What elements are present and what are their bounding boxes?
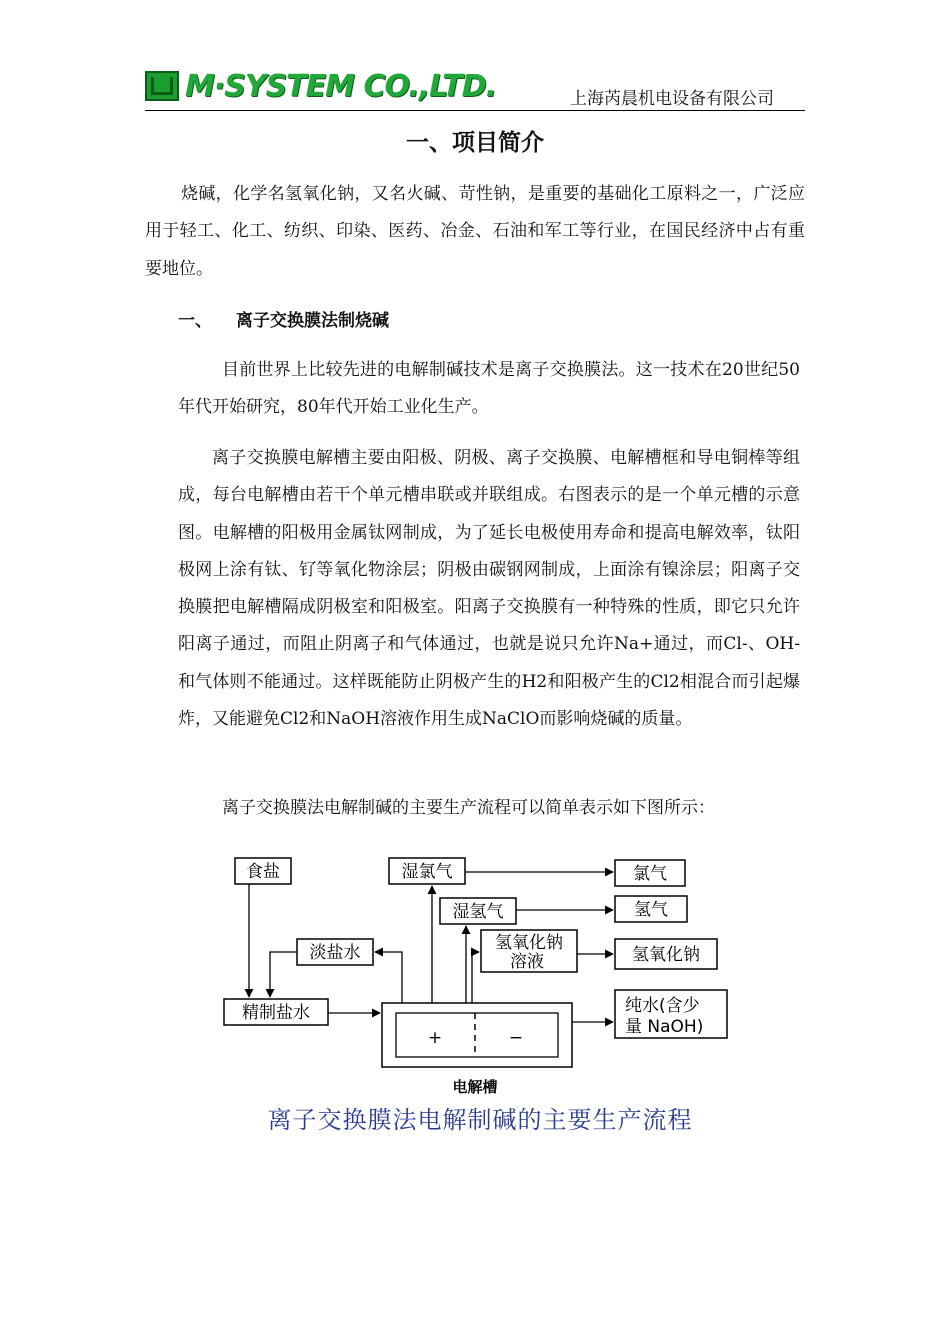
pure-water-label-2: 量 NaOH)	[625, 1017, 704, 1037]
refined-brine-label: 精制盐水	[242, 1003, 310, 1023]
body-paragraph-1: 目前世界上比较先进的电解制碱技术是离子交换膜法。这一技术在20世纪50年代开始研究，80年代开始工业化生产。	[178, 360, 800, 418]
company-name: 上海芮晨机电设备有限公司	[570, 89, 774, 109]
electrolytic-cell-inner	[396, 1013, 558, 1057]
naoh-solution-label-2: 溶液	[510, 952, 544, 972]
dilute-brine-label: 淡盐水	[309, 943, 361, 963]
header-rule	[145, 110, 805, 111]
naoh-solution-label-1: 氢氧化钠	[495, 933, 563, 953]
arrow-cell-to-dilute	[375, 952, 402, 1003]
intro-paragraph: 烧碱，化学名氢氧化钠，又名火碱、苛性钠，是重要的基础化工原料之一，广泛应用于轻工、化工、纺织、印染、医药、冶金、石油和军工等行业，在国民经济中占有重要地位。	[145, 184, 805, 279]
pure-water-label-1: 纯水(含少	[625, 996, 700, 1016]
diagram-caption: 离子交换膜法电解制碱的主要生产流程	[267, 1106, 693, 1134]
arrow-dilute-to-brine	[270, 952, 297, 997]
cell-label: 电解槽	[452, 1078, 498, 1096]
wet-chlorine-label: 湿氯气	[401, 862, 453, 882]
page-title: 一、项目简介	[406, 130, 544, 156]
section-title: 离子交换膜法制烧碱	[236, 311, 389, 331]
anode-plus-sign: +	[427, 1028, 443, 1048]
hydrogen-label: 氢气	[634, 900, 668, 920]
section-heading	[178, 306, 389, 331]
body-paragraph-2: 离子交换膜电解槽主要由阳极、阴极、离子交换膜、电解槽框和导电铜棒等组成，每台电解槽由若干个单元槽串联或并联组成。右图表示的是一个单元槽的示意图。电解槽的阳极用金属钛网制成，为了延长电极使用寿命和提高电解效率，钛阳极网上涂有钛、钌等氧化物涂层；阴极由碳钢网制成，上面涂有镍涂层；阳离子交换膜把电解槽隔成阴极室和阳极室。阳离子交换膜有一种特殊的性质，即它只允许阳离子通过，而阻止阴离子和气体通过，也就是说只允许Na+通过，而Cl-、OH-和气体则不能通过。这样既能防止阴极产生的H2和阳极产生的Cl2相混合而引起爆炸，又能避免Cl2和NaOH溶液作用生成NaClO而影响烧碱的质量。	[178, 448, 800, 730]
cathode-minus-sign: −	[508, 1028, 524, 1048]
chlorine-label: 氯气	[633, 864, 667, 884]
logo-mark-icon	[145, 71, 179, 101]
logo-text: M·SYSTEM CO.,LTD.	[185, 68, 497, 104]
wet-hydrogen-label: 湿氢气	[452, 902, 504, 922]
salt-label: 食盐	[246, 862, 280, 882]
body-paragraph-3: 离子交换膜法电解制碱的主要生产流程可以简单表示如下图所示：	[222, 798, 715, 818]
company-logo	[145, 70, 505, 102]
section-number: 一、	[178, 311, 212, 331]
sodium-hydroxide-label: 氢氧化钠	[632, 945, 700, 965]
